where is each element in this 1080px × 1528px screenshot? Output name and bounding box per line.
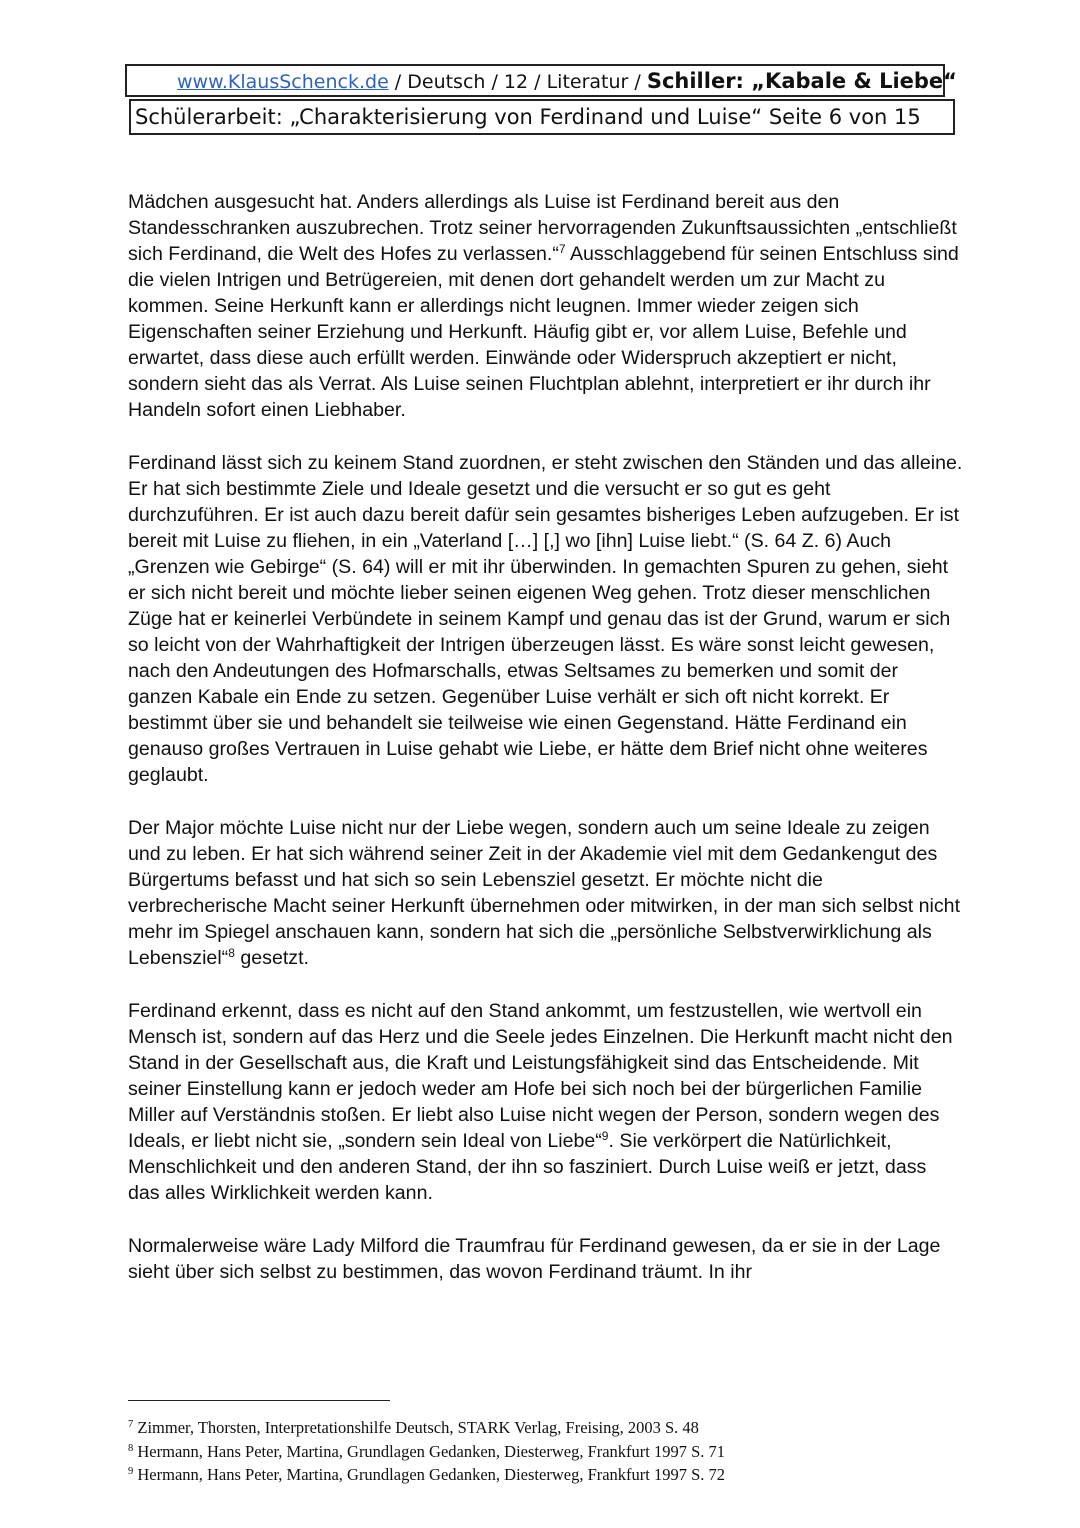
paragraph-text: Der Major möchte Luise nicht nur der Liebe wegen, sondern auch um seine Ideale zu zeigen und zu leben. Er hat sich während seiner Zeit in der Akademie viel mit dem Gedankengut des Bürgertums befasst und hat sich so sein Lebensziel gesetzt. Er möchte nicht die verbrecherische Macht seiner Herkunft übernehmen oder mitwirken, in der man sich selbst nicht mehr im Spiegel anschauen kann, sondern hat sich die „persönliche Selbstverwirklichung als Lebensziel“	[128, 817, 961, 969]
paragraph-text: Mädchen ausgesucht hat. Anders allerdings als Luise ist Ferdinand bereit aus den Standesschranken auszubrechen. Trotz seiner hervorragenden Zukunftsaussichten „entschließt sich Ferdinand, die Welt des Hofes zu verlassen.“	[128, 191, 957, 265]
footnote-ref-7: 7	[558, 242, 566, 256]
footnote-7	[128, 1416, 928, 1440]
footnote-text: Zimmer, Thorsten, Interpretationshilfe Deutsch, STARK Verlag, Freising, 2003 S. 48	[133, 1418, 699, 1437]
footnotes	[128, 1416, 928, 1487]
paragraph-4	[128, 998, 963, 1206]
header-breadcrumb	[125, 64, 957, 97]
header-path: / Deutsch / 12 / Literatur /	[388, 71, 647, 93]
document-subtitle: Schülerarbeit: „Charakterisierung von Ferdinand und Luise“ Seite 6 von 15	[129, 99, 955, 135]
footnote-ref-9: 9	[601, 1129, 609, 1143]
paragraph-1	[128, 189, 963, 423]
paragraph-2: Ferdinand lässt sich zu keinem Stand zuordnen, er steht zwischen den Ständen und das alleine. Er hat sich bestimmte Ziele und Ideale gesetzt und die versucht er so gut es geht durchzuführen. Er ist auch dazu bereit dafür sein gesamtes bisheriges Leben aufzugeben. Er ist bereit mit Luise zu fliehen, in ein „Vaterland […] [,] wo [ihn] Luise liebt.“ (S. 64 Z. 6) Auch „Grenzen wie Gebirge“ (S. 64) will er mit ihr überwinden. In gemachten Spuren zu gehen, sieht er sich nicht bereit und möchte lieber seinen eigenen Weg gehen. Trotz dieser menschlichen Züge hat er keinerlei Verbündete in seinem Kampf und genau das ist der Grund, warum er sich so leicht von der Wahrhaftigkeit der Intrigen überzeugen lässt. Es wäre sonst leicht gewesen, nach den Andeutungen des Hofmarschalls, etwas Seltsames zu bemerken und somit der ganzen Kabale ein Ende zu setzen. Gegenüber Luise verhält er sich oft nicht korrekt. Er bestimmt über sie und behandelt sie teilweise wie einen Gegenstand. Hätte Ferdinand ein genauso großes Vertrauen in Luise gehabt wie Liebe, er hätte dem Brief nicht ohne weiteres geglaubt.	[128, 452, 963, 786]
work-title: Schiller: „Kabale & Liebe“	[646, 69, 957, 93]
footnote-text: Hermann, Hans Peter, Martina, Grundlagen Gedanken, Diesterweg, Frankfurt 1997 S. 71	[133, 1441, 726, 1461]
footnote-number: 9	[128, 1466, 134, 1477]
document-body	[128, 189, 963, 1312]
site-link[interactable]: www.KlausSchenck.de	[177, 71, 389, 93]
footnote-divider	[128, 1400, 390, 1401]
footnote-number: 8	[128, 1442, 134, 1454]
footnote-9	[128, 1463, 928, 1487]
paragraph-5: Normalerweise wäre Lady Milford die Traumfrau für Ferdinand gewesen, da er sie in der Lage sieht über sich selbst zu bestimmen, das wovon Ferdinand träumt. In ihr	[128, 1235, 941, 1283]
footnote-ref-8: 8	[228, 946, 235, 960]
paragraph-3	[128, 815, 963, 971]
footnote-8	[128, 1440, 928, 1464]
footnote-text: Hermann, Hans Peter, Martina, Grundlagen Gedanken, Diesterweg, Frankfurt 1997 S. 72	[133, 1465, 726, 1484]
paragraph-text: Ausschlaggebend für seinen Entschluss sind die vielen Intrigen und Betrügereien, mit denen dort gehandelt werden um zur Macht zu kommen. Seine Herkunft kann er allerdings nicht leugnen. Immer wieder zeigen sich Eigenschaften seiner Erziehung und Herkunft. Häufig gibt er, vor allem Luise, Befehle und erwartet, dass diese auch erfüllt werden. Einwände oder Widerspruch akzeptiert er nicht, sondern sieht das als Verrat. Als Luise seinen Fluchtplan ablehnt, interpretiert er ihr durch ihr Handeln sofort einen Liebhaber.	[128, 243, 959, 421]
paragraph-text: Ferdinand erkennt, dass es nicht auf den Stand ankommt, um festzustellen, wie wertvoll ein Mensch ist, sondern auf das Herz und die Seele jedes Einzelnen. Die Herkunft macht nicht den Stand in der Gesellschaft aus, die Kraft und Leistungsfähigkeit sind das Entscheidende. Mit seiner Einstellung kann er jedoch weder am Hofe bei sich noch bei der bürgerlichen Familie Miller auf Verständnis stoßen. Er liebt also Luise nicht wegen der Person, sondern wegen des Ideals, er liebt nicht sie, „sondern sein Ideal von Liebe“	[128, 1000, 953, 1152]
footnote-number: 7	[128, 1419, 134, 1430]
paragraph-text: gesetzt.	[234, 947, 309, 969]
paragraph-text: . Sie verkörpert die Natürlichkeit, Menschlichkeit und den anderen Stand, der ihn so fasziniert. Durch Luise weiß er jetzt, dass das alles Wirklichkeit werden kann.	[128, 1130, 927, 1204]
